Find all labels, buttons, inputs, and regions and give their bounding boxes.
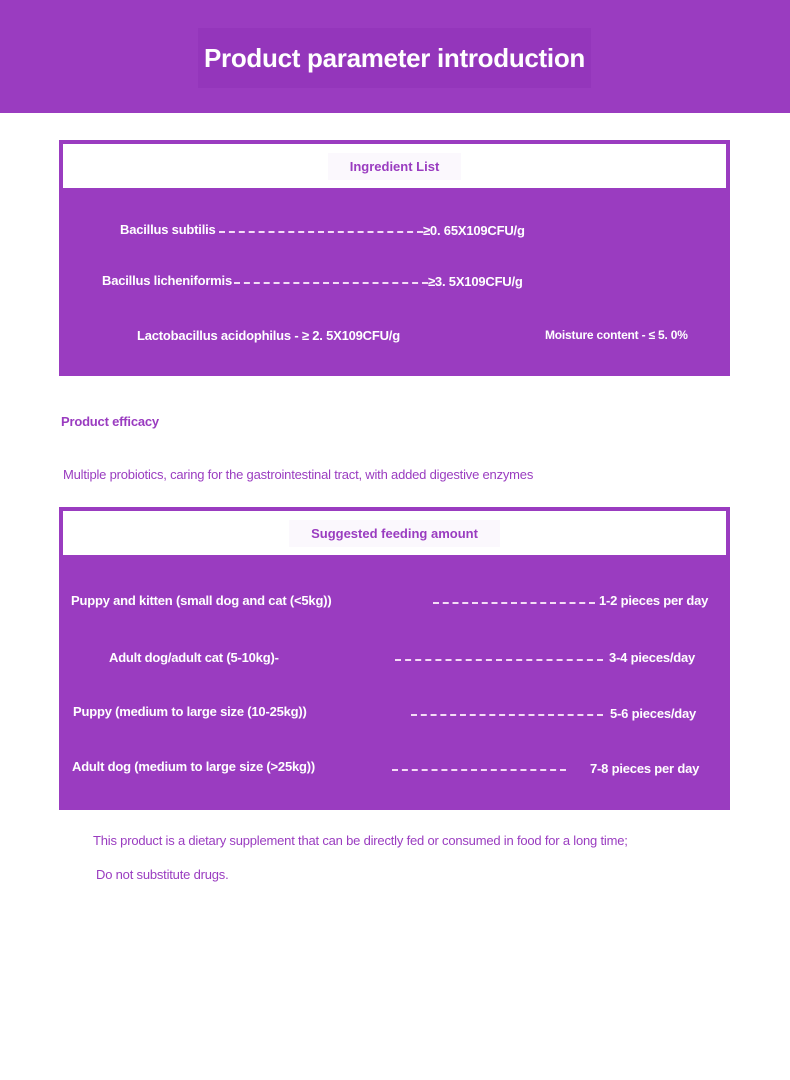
moisture-value: Moisture content - ≤ 5. 0% — [545, 328, 688, 342]
feeding-label: Puppy and kitten (small dog and cat (<5kg)) — [71, 593, 332, 608]
ingredient-value: ≥0. 65X109CFU/g — [423, 223, 525, 238]
ingredient-value: ≥3. 5X109CFU/g — [428, 274, 523, 289]
lactobacillus-value: Lactobacillus acidophilus - ≥ 2. 5X109CFU/g — [137, 328, 400, 343]
note-line: This product is a dietary supplement that can be directly fed or consumed in food for a long time; — [93, 833, 628, 848]
header-title-box — [198, 28, 591, 88]
note-line: Do not substitute drugs. — [96, 867, 229, 882]
dashed-leader — [234, 282, 428, 284]
feeding-heading: Suggested feeding amount — [289, 520, 500, 547]
efficacy-text: Multiple probiotics, caring for the gastrointestinal tract, with added digestive enzymes — [63, 467, 534, 482]
dashed-leader — [433, 602, 595, 604]
dashed-leader — [219, 231, 423, 233]
dashed-leader — [395, 659, 603, 661]
ingredient-panel-header — [63, 144, 726, 188]
ingredient-name: Bacillus subtilis — [120, 222, 216, 237]
feeding-amount: 5-6 pieces/day — [610, 706, 697, 721]
feeding-label: Adult dog (medium to large size (>25kg)) — [72, 759, 315, 774]
ingredient-panel — [59, 140, 730, 376]
feeding-amount: 3-4 pieces/day — [609, 650, 696, 665]
feeding-panel — [59, 507, 730, 810]
dashed-leader — [392, 769, 566, 771]
ingredient-name: Bacillus licheniformis — [102, 273, 232, 288]
ingredient-heading: Ingredient List — [328, 153, 462, 180]
feeding-label: Adult dog/adult cat (5-10kg)- — [109, 650, 279, 665]
page-title: Product parameter introduction — [203, 42, 586, 73]
dashed-leader — [411, 714, 603, 716]
feeding-amount: 7-8 pieces per day — [590, 761, 700, 776]
feeding-panel-header — [63, 511, 726, 555]
efficacy-heading: Product efficacy — [61, 414, 159, 429]
feeding-label: Puppy (medium to large size (10-25kg)) — [73, 704, 307, 719]
header-banner — [0, 0, 790, 113]
feeding-amount: 1-2 pieces per day — [599, 593, 709, 608]
